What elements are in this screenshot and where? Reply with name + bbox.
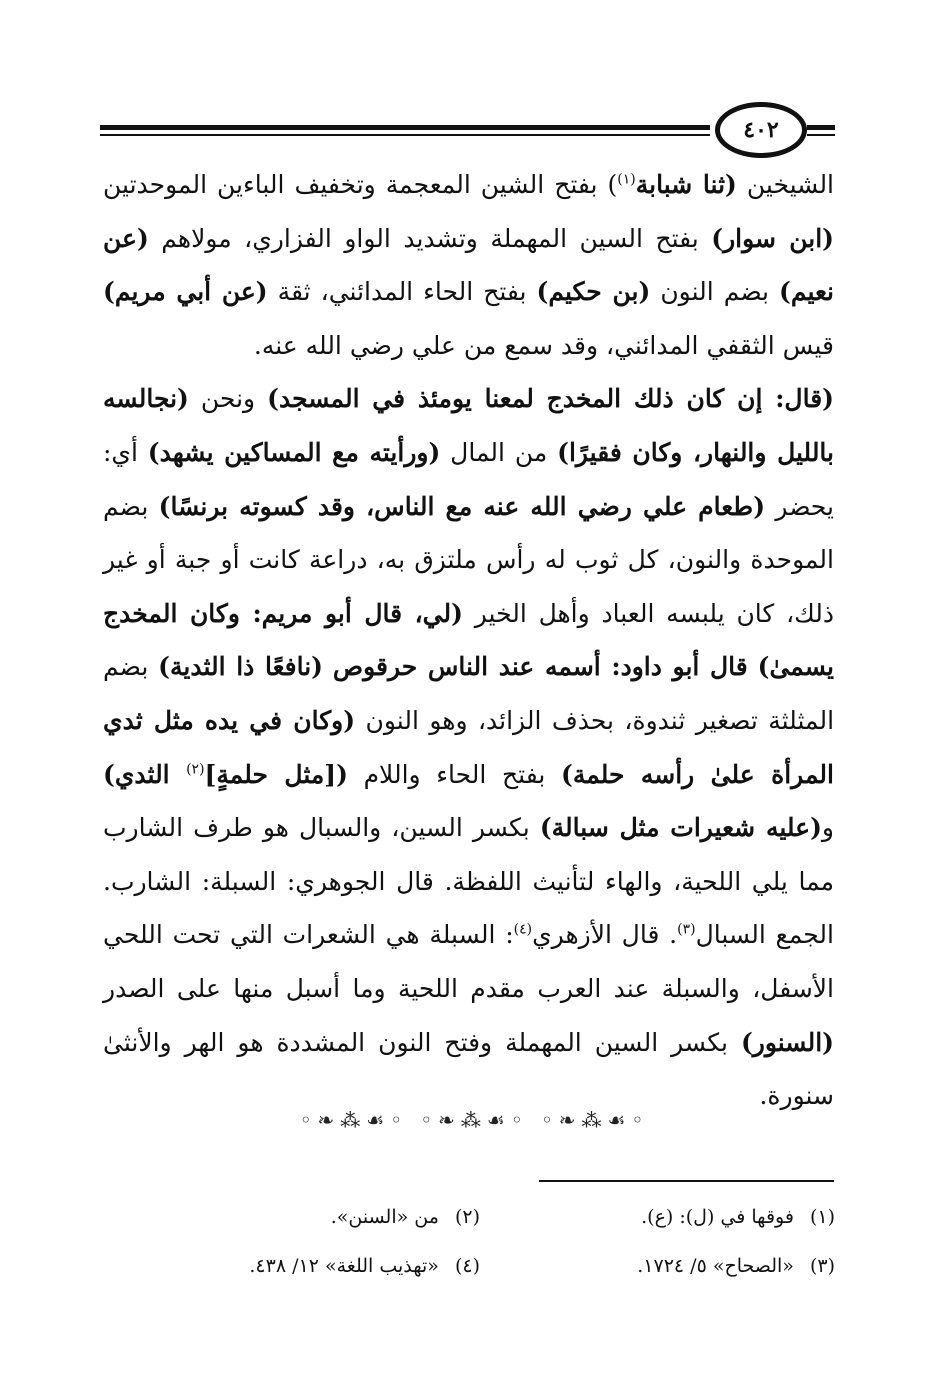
hadith-text: ([مثل حلمةٍ] (204, 759, 348, 789)
footnote-row (195, 1192, 835, 1241)
footnote-4 (195, 1255, 515, 1277)
header-rule-thin (100, 134, 710, 136)
commentary-text: : السبلة هي الشعرات التي تحت اللحي الأسفل، والسبلة عند العرب مقدم اللحية وما أسبل منها على الصدر (103, 920, 834, 1003)
commentary-text: ونحن (188, 384, 268, 414)
commentary-text: و (821, 813, 834, 843)
commentary-text: بضم المثلثة تصغير ثندوة، بحذف الزائد، وهو النون (103, 652, 835, 735)
footnote-ref: (٢) (186, 761, 205, 778)
commentary-text: أي: يحضر (103, 437, 834, 521)
footnote-text: «الصحاح» ٥/ ١٧٢٤. (637, 1254, 794, 1277)
section-ornament: ◦❧⁂☙◦ ◦❧⁂☙◦ ◦❧⁂☙◦ (299, 1108, 650, 1132)
hadith-text: (عن أبي مريم) (103, 277, 268, 307)
commentary-text: ) بفتح الشين المعجمة وتخفيف الباءين الموحدتين (103, 170, 618, 199)
page-header (100, 100, 835, 162)
commentary-text: بفتح الحاء المدائني، ثقة (267, 277, 537, 307)
hadith-text: الثدي) (103, 759, 187, 789)
commentary-text: بضم الموحدة والنون، كل ثوب له رأس ملتزق به، دراعة كانت أو جبة أو غير ذلك، كان يلبسه العباد وأهل الخير (103, 491, 834, 628)
footnote-text: فوقها في (ل): (ع). (641, 1205, 794, 1228)
footnote-ref: (٤) (513, 921, 533, 938)
footnote-row (195, 1241, 835, 1290)
footnote-text: «تهذيب اللغة» ١٢/ ٤٣٨. (249, 1254, 439, 1277)
commentary-text: قيس الثقفي المدائني، وقد سمع من علي رضي الله عنه. (253, 330, 834, 360)
hadith-text: (ابن سوار) (711, 223, 834, 253)
hadith-text: (ثنا شبابة (635, 170, 737, 199)
page-number: ٤٠٢ (715, 102, 807, 158)
commentary-text: . قال الأزهري (532, 920, 678, 950)
hadith-text: (عليه شعيرات مثل سبالة) (539, 813, 822, 843)
hadith-text: (وكان في يده مثل ثدي المرأة علىٰ رأسه حلمة) (103, 705, 834, 789)
hadith-text: (نجالسه بالليل والنهار، وكان فقيرًا) (103, 384, 835, 467)
commentary-text: من المال (440, 437, 558, 467)
commentary-text (748, 652, 758, 681)
paragraph-2 (103, 372, 834, 1122)
footnote-rule (539, 1180, 834, 1182)
commentary-text (323, 652, 333, 681)
commentary-text: بضم النون (650, 277, 779, 307)
hadith-text: (ورأيته مع المساكين يشهد) (147, 437, 441, 467)
header-rule-right-thin (807, 134, 835, 136)
main-text (103, 158, 834, 1123)
commentary-text: الشيخين (736, 170, 835, 199)
hadith-text: (عن نعيم) (103, 223, 835, 307)
hadith-text: (طعام علي رضي الله عنه مع الناس، وقد كسوته برنسًا) (158, 491, 766, 521)
hadith-text: (بن حكيم) (536, 277, 651, 307)
commentary-text: بفتح السين المهملة وتشديد الواو الفزاري، مولاهم (148, 223, 712, 253)
hadith-text: (لي، قال أبو مريم: وكان المخدج يسمىٰ) (103, 598, 835, 682)
paragraph-1 (103, 158, 834, 372)
footnote-text: من «السنن». (330, 1205, 439, 1228)
header-rule (100, 125, 710, 130)
hadith-text: (قال: إن كان ذلك المخدج لمعنا يومئذ في المسجد) (267, 384, 834, 414)
footnote-number: (١) (809, 1205, 835, 1228)
footnote-number: (٣) (809, 1254, 835, 1277)
hadith-text: (نافعًا ذا الثدية) (158, 652, 323, 682)
footnote-number: (٤) (454, 1254, 480, 1277)
footnote-1 (515, 1206, 835, 1228)
hadith-text: (السنور) (740, 1027, 834, 1057)
footnote-ref: (٣) (677, 921, 696, 938)
commentary-text: بفتح الحاء واللام (347, 759, 562, 789)
hadith-text: قال أبو داود: أسمه عند الناس حرقوص (332, 652, 748, 682)
footnotes (195, 1192, 835, 1290)
commentary-text: بكسر السين، والسبال هو طرف الشارب مما يلي اللحية، والهاء لتأنيث اللفظة. قال الجوهري: السبلة: الشارب. الجمع السبال (103, 813, 834, 950)
commentary-text: بكسر السين المهملة وفتح النون المشددة هو الهر والأنثىٰ سنورة. (103, 1027, 834, 1111)
footnote-3 (515, 1255, 835, 1277)
footnote-number: (٢) (454, 1205, 480, 1228)
header-rule-right (807, 125, 835, 130)
footnote-ref: (١) (617, 171, 636, 188)
footnote-2 (195, 1206, 515, 1228)
